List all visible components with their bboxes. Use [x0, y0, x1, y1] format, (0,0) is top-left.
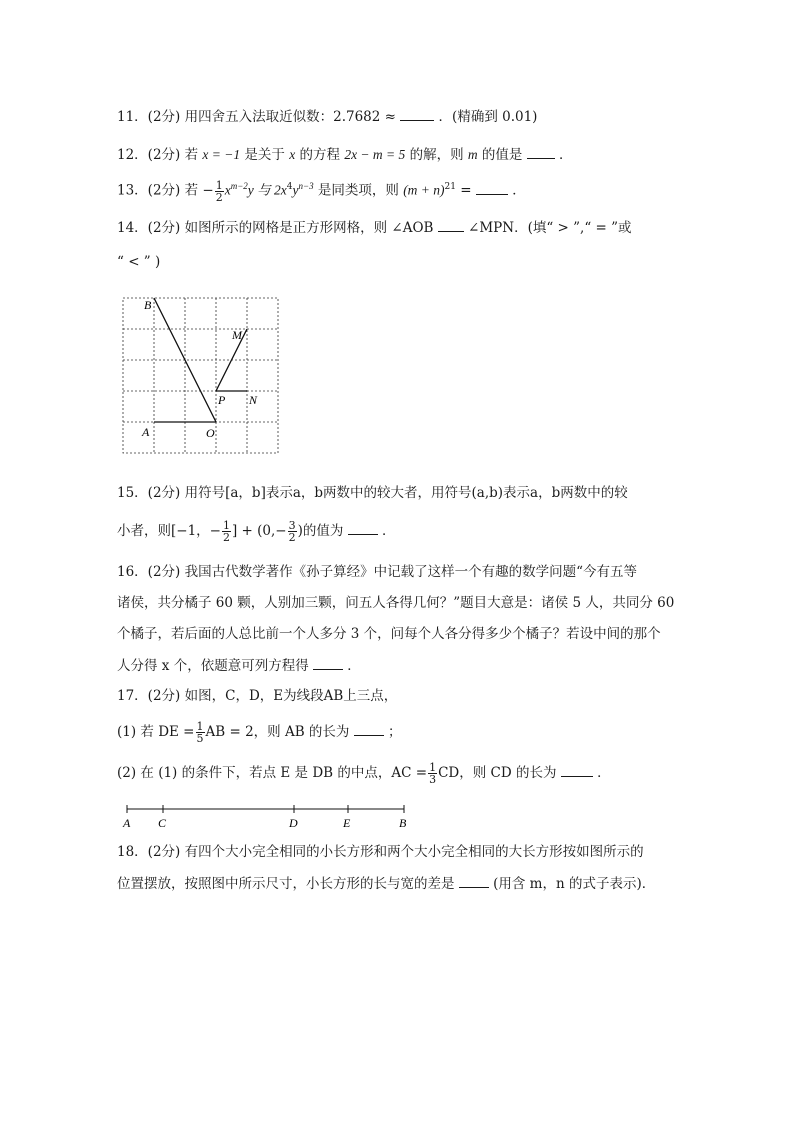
- fraction: $\frac{1}{2}$: [215, 178, 223, 204]
- question-text: 是同类项，则: [317, 182, 399, 199]
- question-number: 11．(2分): [117, 109, 181, 125]
- math-variable: m: [467, 147, 478, 162]
- question-text: 如图所示的网格是正方形网格，则 ∠AOB: [184, 220, 434, 236]
- math-variable: x: [289, 147, 296, 162]
- question-text: =: [460, 182, 472, 199]
- question-text: 是关于: [244, 147, 285, 163]
- answer-blank[interactable]: [313, 655, 343, 670]
- label-a: A: [142, 425, 150, 439]
- question-text: 用四舍五入法取近似数：2.7682 ≈: [184, 109, 396, 125]
- exponent: m−2: [230, 181, 248, 191]
- question-text: ∠MPN．(填“ > ”,“ = ”或: [468, 220, 632, 236]
- question-text: CD，则 CD 的长为: [438, 765, 557, 781]
- question-text: ．(精确到 0.01): [438, 109, 538, 125]
- question-text: ．: [597, 765, 611, 781]
- math-expression: (m + n): [403, 182, 445, 198]
- math-expression: x = −1: [202, 147, 241, 162]
- label-n: N: [249, 393, 258, 407]
- label-b: B: [144, 298, 152, 312]
- label-o: O: [206, 426, 215, 440]
- answer-blank[interactable]: [348, 520, 378, 535]
- fraction: $\frac{1}{5}$: [196, 720, 204, 745]
- answer-blank[interactable]: [354, 721, 384, 736]
- question-text: 若 −: [184, 182, 214, 199]
- question-text: AB = 2，则 AB 的长为: [205, 724, 350, 740]
- segment-figure: [118, 800, 418, 830]
- question-number: 14．(2分): [117, 220, 181, 236]
- question-text: 位置摆放，按照图中所示尺寸，小长方形的长与宽的差是: [117, 876, 455, 892]
- question-text: ．: [559, 147, 573, 163]
- fraction: $\frac{1}{3}$: [429, 761, 437, 786]
- question-text: “ < ” ): [117, 254, 161, 270]
- exponent: 4: [286, 182, 293, 192]
- question-13: [117, 176, 687, 203]
- question-number: 13．(2分): [117, 182, 181, 199]
- question-number: 12．(2分): [117, 147, 181, 163]
- question-11: [117, 106, 687, 127]
- question-text: ；: [388, 724, 402, 740]
- question-text: (用含 m，n 的式子表示)．: [493, 876, 656, 892]
- question-number: 15．(2分): [117, 485, 181, 501]
- math-expression: 2x − m = 5: [344, 147, 406, 162]
- question-text: )的值为: [297, 523, 344, 539]
- math-variable: y: [292, 182, 299, 198]
- question-text: 如图，C，D，E为线段AB上三点，: [184, 688, 398, 704]
- question-15: [117, 483, 687, 503]
- question-16-line4: [117, 655, 687, 676]
- question-text: (1) 若 DE =: [117, 724, 195, 740]
- question-text: 小者，则[−1，−: [117, 523, 221, 539]
- question-text: 的值是: [481, 147, 523, 163]
- question-text: 若: [184, 147, 199, 163]
- question-text: 人分得 x 个，依题意可列方程得: [117, 658, 309, 674]
- question-17-part2: [117, 762, 687, 785]
- answer-blank[interactable]: [438, 217, 464, 232]
- fraction: $\frac{3}{2}$: [288, 519, 296, 544]
- question-number: 18．(2分): [117, 844, 181, 860]
- question-text: ．: [512, 182, 526, 199]
- question-text: ] + (0,−: [231, 523, 287, 539]
- label-c: C: [158, 816, 167, 830]
- question-14-line2: [117, 252, 687, 272]
- label-e: E: [343, 816, 351, 830]
- question-17: [117, 686, 687, 706]
- answer-blank[interactable]: [400, 106, 434, 121]
- question-number: 17．(2分): [117, 688, 181, 704]
- math-variable: x: [224, 182, 231, 198]
- question-18-line2: [117, 873, 687, 894]
- label-a: A: [123, 816, 131, 830]
- question-text: ．: [381, 523, 396, 539]
- answer-blank[interactable]: [527, 144, 555, 159]
- label-m: M: [232, 328, 242, 342]
- question-text: 诸侯，共分橘子 60 颗，人别加三颗，问五人各得几何？”题目大意是：诸侯 5 人，共同分 60: [117, 595, 675, 611]
- question-text: 有四个大小完全相同的小长方形和两个大小完全相同的大长方形按如图所示的: [184, 844, 644, 860]
- label-b: B: [399, 816, 407, 830]
- question-16-line2: [117, 593, 687, 613]
- question-text: 个橘子，若后面的人总比前一个人多分 3 个，问每个人各分得多少个橘子？若设中间的那个: [117, 626, 661, 642]
- question-text: ．: [347, 658, 361, 674]
- answer-blank[interactable]: [561, 762, 593, 777]
- fraction: $\frac{1}{2}$: [222, 519, 230, 544]
- question-16: [117, 562, 687, 582]
- math-expression: y 与 2x: [247, 182, 287, 198]
- question-text: 我国古代数学著作《孙子算经》中记载了这样一个有趣的数学问题“今有五等: [184, 564, 638, 580]
- exponent: 21: [444, 182, 456, 192]
- question-15-line2: [117, 520, 687, 543]
- label-d: D: [289, 816, 298, 830]
- exponent: n−3: [298, 181, 314, 191]
- question-14: [117, 217, 687, 238]
- answer-blank[interactable]: [476, 180, 508, 195]
- question-12: [117, 144, 687, 165]
- question-text: 用符号[a，b]表示a，b两数中的较大者，用符号(a,b)表示a，b两数中的较: [184, 485, 628, 501]
- question-17-part1: [117, 721, 687, 744]
- question-16-line3: [117, 624, 687, 644]
- question-text: 的方程: [299, 147, 341, 163]
- question-number: 16．(2分): [117, 564, 181, 580]
- answer-blank[interactable]: [459, 873, 489, 888]
- question-text: (2) 在 (1) 的条件下，若点 E 是 DB 的中点，AC =: [117, 765, 428, 781]
- question-text: 的解，则: [409, 147, 464, 163]
- question-18: [117, 842, 687, 862]
- label-p: P: [218, 393, 226, 407]
- grid-figure: [118, 292, 288, 460]
